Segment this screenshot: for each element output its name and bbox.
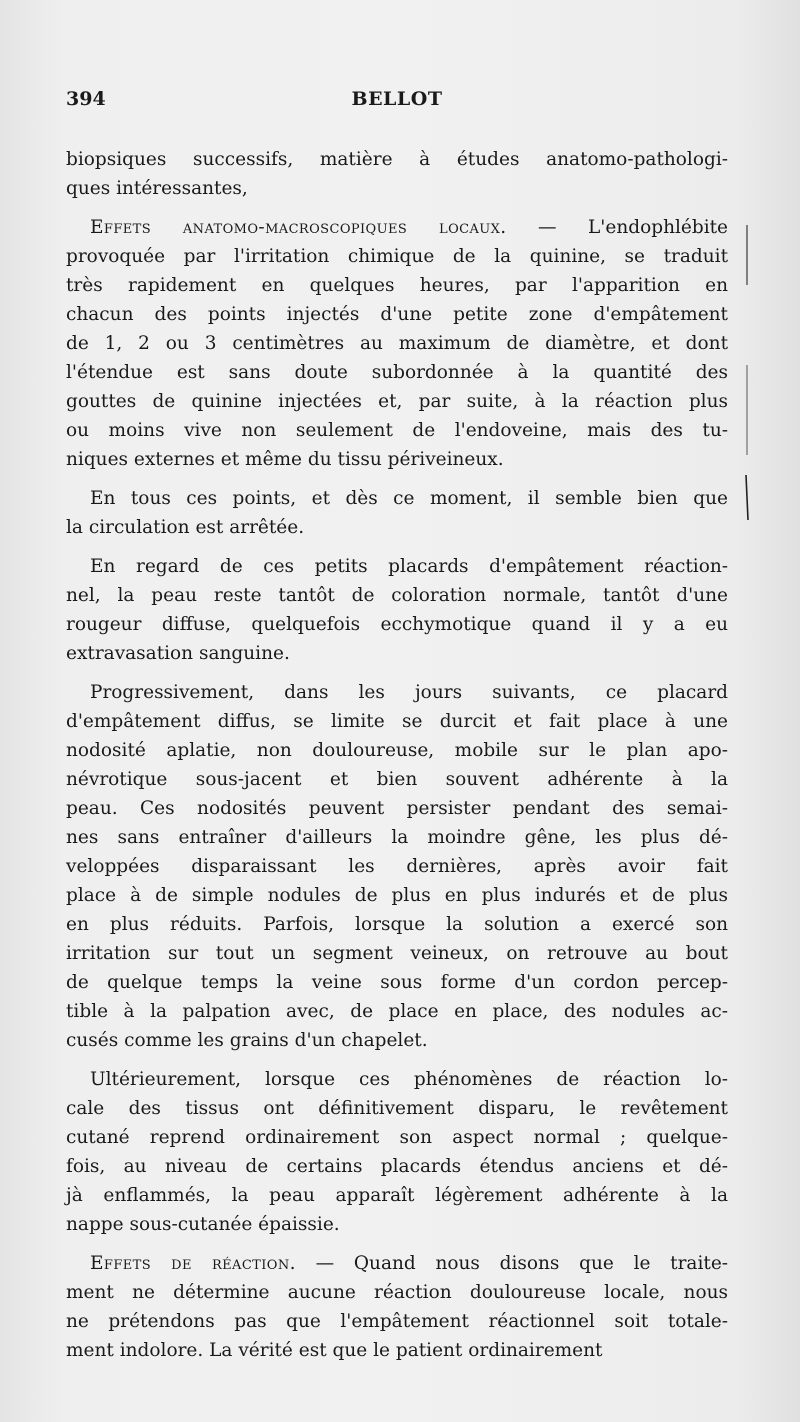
line-text: nappe sous-cutanée épaissie. — [66, 1214, 340, 1235]
text-line — [66, 445, 728, 474]
line-text: extravasation sanguine. — [66, 643, 290, 664]
text-line — [66, 581, 728, 610]
line-text: nel, la peau reste tantôt de coloration normale, tantôt d'une — [66, 585, 728, 606]
line-text: fois, au niveau de certains placards étendus anciens et dé- — [66, 1156, 728, 1177]
line-text: En tous ces points, et dès ce moment, il semble bien que — [90, 488, 728, 509]
line-text: ment ne détermine aucune réaction douloureuse locale, nous — [66, 1282, 728, 1303]
line-text: tible à la palpation avec, de place en place, des nodules ac- — [66, 1001, 728, 1022]
text-line — [66, 910, 728, 939]
line-text: En regard de ces petits placards d'empâtement réaction- — [90, 556, 728, 577]
line-text: nodosité aplatie, non douloureuse, mobile sur le plan apo- — [66, 740, 728, 761]
paragraph — [66, 145, 728, 203]
paragraph — [66, 678, 728, 1055]
line-text: place à de simple nodules de plus en plus indurés et de plus — [66, 885, 728, 906]
text-line — [66, 271, 728, 300]
line-text: Progressivement, dans les jours suivants, ce placard — [90, 682, 728, 703]
text-line — [66, 300, 728, 329]
text-line — [66, 610, 728, 639]
text-line — [66, 794, 728, 823]
text-line — [66, 881, 728, 910]
text-line — [66, 968, 728, 997]
line-text: peau. Ces nodosités peuvent persister pendant des semai- — [66, 798, 728, 819]
text-line — [66, 213, 728, 242]
text-line — [66, 1065, 728, 1094]
text-line — [66, 1123, 728, 1152]
line-text: de quelque temps la veine sous forme d'un cordon percep- — [66, 972, 728, 993]
text-line — [66, 736, 728, 765]
text-line — [66, 1026, 728, 1055]
section-heading: Effets de réaction. — [90, 1253, 296, 1274]
text-line — [66, 678, 728, 707]
text-line — [66, 1249, 728, 1278]
text-line — [66, 174, 728, 203]
text-line — [66, 145, 728, 174]
line-text: Ultérieurement, lorsque ces phénomènes de réaction lo- — [90, 1069, 728, 1090]
line-text: niques externes et même du tissu périveineux. — [66, 449, 504, 470]
text-line — [66, 329, 728, 358]
line-text: cale des tissus ont définitivement disparu, le revêtement — [66, 1098, 728, 1119]
paragraph — [66, 213, 728, 474]
page-number: 394 — [66, 88, 106, 110]
line-text: très rapidement en quelques heures, par l'apparition en — [66, 275, 728, 296]
line-text: gouttes de quinine injectées et, par suite, à la réaction plus — [66, 391, 728, 412]
line-text: rougeur diffuse, quelquefois ecchymotique quand il y a eu — [66, 614, 728, 635]
text-line — [66, 1336, 728, 1365]
line-text: provoquée par l'irritation chimique de la quinine, se traduit — [66, 246, 728, 267]
line-text: veloppées disparaissant les dernières, après avoir fait — [66, 856, 728, 877]
line-text: l'étendue est sans doute subordonnée à la quantité des — [66, 362, 728, 383]
paragraph — [66, 1249, 728, 1365]
text-line — [66, 552, 728, 581]
text-line — [66, 707, 728, 736]
text-line — [66, 484, 728, 513]
line-text: d'empâtement diffus, se limite se durcit et fait place à une — [66, 711, 728, 732]
line-text: cusés comme les grains d'un chapelet. — [66, 1030, 428, 1051]
body-text — [66, 145, 728, 1365]
text-line — [66, 1181, 728, 1210]
line-text: chacun des points injectés d'une petite zone d'empâtement — [66, 304, 728, 325]
line-text: ment indolore. La vérité est que le patient ordinairement — [66, 1340, 603, 1361]
line-text: nes sans entraîner d'ailleurs la moindre gêne, les plus dé- — [66, 827, 728, 848]
margin-marks — [744, 225, 750, 525]
line-text: biopsiques successifs, matière à études anatomo-pathologi- — [66, 149, 728, 170]
paragraph — [66, 552, 728, 668]
line-text: — Quand nous disons que le traite- — [315, 1253, 729, 1274]
text-line — [66, 639, 728, 668]
section-heading: Effets anatomo-macroscopiques locaux. — [90, 217, 507, 238]
text-line — [66, 997, 728, 1026]
text-line — [66, 358, 728, 387]
line-text: de 1, 2 ou 3 centimètres au maximum de diamètre, et dont — [66, 333, 728, 354]
line-text: jà enflammés, la peau apparaît légèrement adhérente à la — [66, 1185, 728, 1206]
text-line — [66, 1094, 728, 1123]
text-line — [66, 765, 728, 794]
text-line — [66, 1210, 728, 1239]
line-text: ou moins vive non seulement de l'endoveine, mais des tu- — [66, 420, 728, 441]
text-line — [66, 823, 728, 852]
line-text: cutané reprend ordinairement son aspect normal ; quelque- — [66, 1127, 728, 1148]
text-line — [66, 1307, 728, 1336]
line-text: ques intéressantes, — [66, 178, 248, 199]
text-line — [66, 852, 728, 881]
paragraph — [66, 1065, 728, 1239]
text-line — [66, 939, 728, 968]
paragraph — [66, 484, 728, 542]
line-text: ne prétendons pas que l'empâtement réactionnel soit totale- — [66, 1311, 728, 1332]
text-line — [66, 1152, 728, 1181]
line-text: névrotique sous-jacent et bien souvent adhérente à la — [66, 769, 728, 790]
text-line — [66, 242, 728, 271]
running-header — [66, 88, 728, 114]
line-text: irritation sur tout un segment veineux, on retrouve au bout — [66, 943, 728, 964]
text-line — [66, 1278, 728, 1307]
text-line — [66, 513, 728, 542]
line-text: — L'endophlébite — [538, 217, 728, 238]
text-line — [66, 416, 728, 445]
line-text: en plus réduits. Parfois, lorsque la solution a exercé son — [66, 914, 728, 935]
line-text: la circulation est arrêtée. — [66, 517, 305, 538]
running-head-author: BELLOT — [351, 88, 443, 110]
text-line — [66, 387, 728, 416]
